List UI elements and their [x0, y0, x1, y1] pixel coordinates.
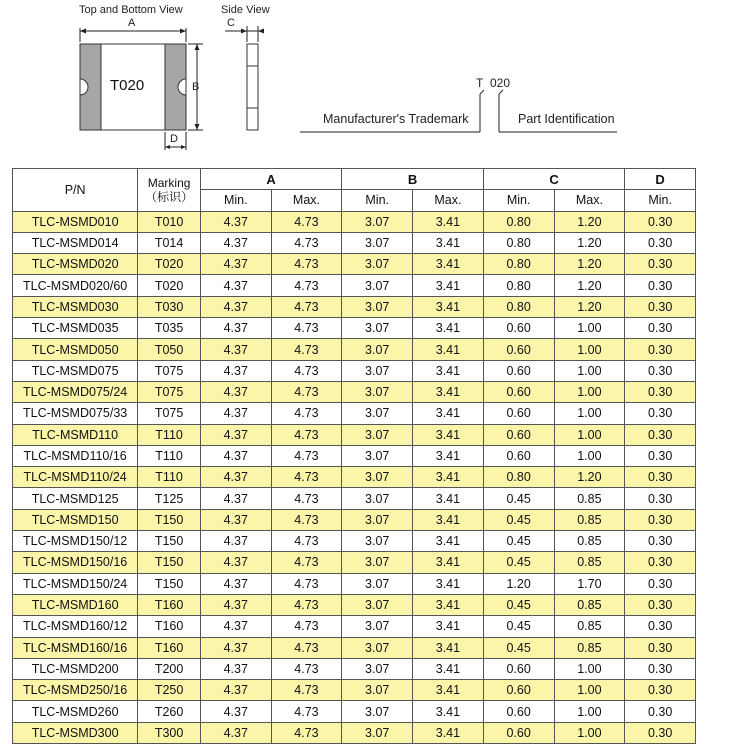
- header-marking-line1: Marking: [147, 175, 191, 190]
- table-row: [13, 232, 696, 253]
- cell-b-min: 3.07: [342, 594, 413, 615]
- header-group-a: A: [200, 169, 341, 190]
- cell-a-min: 4.37: [200, 339, 271, 360]
- cell-marking: T010: [138, 211, 201, 232]
- cell-c-max: 1.20: [554, 467, 625, 488]
- cell-b-min: 3.07: [342, 467, 413, 488]
- cell-b-max: 3.41: [413, 232, 484, 253]
- table-body: [13, 211, 696, 743]
- side-view-title: Side View: [221, 4, 270, 16]
- cell-marking: T075: [138, 403, 201, 424]
- cell-marking: T110: [138, 445, 201, 466]
- cell-marking: T075: [138, 381, 201, 402]
- cell-pn: TLC-MSMD075/33: [13, 403, 138, 424]
- cell-d-min: 0.30: [625, 381, 696, 402]
- cell-marking: T200: [138, 658, 201, 679]
- cell-c-min: 0.45: [483, 637, 554, 658]
- cell-c-max: 1.20: [554, 254, 625, 275]
- cell-a-max: 4.73: [271, 254, 342, 275]
- cell-marking: T150: [138, 552, 201, 573]
- cell-b-max: 3.41: [413, 680, 484, 701]
- table-header-row-groups: [13, 169, 696, 190]
- cell-marking: T260: [138, 701, 201, 722]
- cell-b-max: 3.41: [413, 658, 484, 679]
- cell-d-min: 0.30: [625, 722, 696, 743]
- cell-b-min: 3.07: [342, 296, 413, 317]
- cell-d-min: 0.30: [625, 275, 696, 296]
- cell-c-max: 1.00: [554, 318, 625, 339]
- cell-a-min: 4.37: [200, 275, 271, 296]
- cell-a-max: 4.73: [271, 531, 342, 552]
- cell-d-min: 0.30: [625, 658, 696, 679]
- cell-a-max: 4.73: [271, 445, 342, 466]
- cell-marking: T150: [138, 509, 201, 530]
- cell-c-min: 0.45: [483, 509, 554, 530]
- cell-c-max: 1.00: [554, 722, 625, 743]
- cell-b-max: 3.41: [413, 573, 484, 594]
- cell-b-max: 3.41: [413, 211, 484, 232]
- cell-b-min: 3.07: [342, 531, 413, 552]
- part-identification-label: Part Identification: [518, 112, 615, 126]
- cell-a-max: 4.73: [271, 467, 342, 488]
- top-bottom-view-title: Top and Bottom View: [79, 4, 183, 16]
- table-row: [13, 488, 696, 509]
- table-row: [13, 424, 696, 445]
- cell-pn: TLC-MSMD030: [13, 296, 138, 317]
- cell-b-min: 3.07: [342, 254, 413, 275]
- header-marking: [138, 169, 201, 212]
- cell-pn: TLC-MSMD160/12: [13, 616, 138, 637]
- cell-b-min: 3.07: [342, 637, 413, 658]
- cell-a-max: 4.73: [271, 616, 342, 637]
- table-row: [13, 531, 696, 552]
- table-row: [13, 254, 696, 275]
- cell-marking: T020: [138, 275, 201, 296]
- cell-a-min: 4.37: [200, 318, 271, 339]
- marking-example-prefix: T: [476, 76, 484, 90]
- cell-pn: TLC-MSMD010: [13, 211, 138, 232]
- cell-a-max: 4.73: [271, 573, 342, 594]
- cell-pn: TLC-MSMD150/12: [13, 531, 138, 552]
- cell-marking: T160: [138, 616, 201, 637]
- cell-c-max: 1.00: [554, 339, 625, 360]
- cell-a-min: 4.37: [200, 488, 271, 509]
- cell-d-min: 0.30: [625, 573, 696, 594]
- cell-pn: TLC-MSMD110/24: [13, 467, 138, 488]
- cell-marking: T035: [138, 318, 201, 339]
- table-row: [13, 403, 696, 424]
- cell-a-min: 4.37: [200, 552, 271, 573]
- cell-d-min: 0.30: [625, 254, 696, 275]
- cell-a-min: 4.37: [200, 254, 271, 275]
- cell-a-min: 4.37: [200, 403, 271, 424]
- cell-c-min: 0.80: [483, 467, 554, 488]
- cell-pn: TLC-MSMD110: [13, 424, 138, 445]
- cell-pn: TLC-MSMD050: [13, 339, 138, 360]
- cell-a-min: 4.37: [200, 424, 271, 445]
- cell-a-min: 4.37: [200, 573, 271, 594]
- table-row: [13, 509, 696, 530]
- cell-pn: TLC-MSMD160/16: [13, 637, 138, 658]
- cell-c-min: 0.80: [483, 296, 554, 317]
- header-pn: P/N: [13, 169, 138, 212]
- header-marking-line2: （标识）: [145, 189, 194, 204]
- cell-d-min: 0.30: [625, 509, 696, 530]
- cell-d-min: 0.30: [625, 552, 696, 573]
- table-row: [13, 318, 696, 339]
- cell-b-min: 3.07: [342, 701, 413, 722]
- cell-c-max: 1.00: [554, 658, 625, 679]
- chip-marking-text: T020: [110, 77, 145, 94]
- cell-b-min: 3.07: [342, 616, 413, 637]
- cell-b-max: 3.41: [413, 254, 484, 275]
- cell-b-min: 3.07: [342, 573, 413, 594]
- cell-d-min: 0.30: [625, 318, 696, 339]
- cell-a-max: 4.73: [271, 232, 342, 253]
- cell-c-min: 0.80: [483, 275, 554, 296]
- dimension-diagram: [0, 0, 750, 160]
- cell-c-max: 1.00: [554, 403, 625, 424]
- cell-a-max: 4.73: [271, 296, 342, 317]
- cell-marking: T075: [138, 360, 201, 381]
- cell-marking: T150: [138, 531, 201, 552]
- cell-b-max: 3.41: [413, 637, 484, 658]
- cell-c-max: 0.85: [554, 531, 625, 552]
- table-row: [13, 211, 696, 232]
- cell-d-min: 0.30: [625, 531, 696, 552]
- cell-d-min: 0.30: [625, 467, 696, 488]
- dimension-table: [12, 168, 696, 744]
- table-row: [13, 722, 696, 743]
- cell-a-min: 4.37: [200, 232, 271, 253]
- cell-c-min: 0.60: [483, 339, 554, 360]
- cell-b-min: 3.07: [342, 381, 413, 402]
- table-row: [13, 616, 696, 637]
- cell-pn: TLC-MSMD125: [13, 488, 138, 509]
- marking-example-code: 020: [490, 76, 511, 90]
- cell-d-min: 0.30: [625, 232, 696, 253]
- cell-a-max: 4.73: [271, 339, 342, 360]
- cell-b-min: 3.07: [342, 360, 413, 381]
- cell-d-min: 0.30: [625, 594, 696, 615]
- cell-c-max: 1.00: [554, 424, 625, 445]
- cell-a-min: 4.37: [200, 658, 271, 679]
- cell-pn: TLC-MSMD200: [13, 658, 138, 679]
- cell-c-max: 1.20: [554, 211, 625, 232]
- cell-b-max: 3.41: [413, 318, 484, 339]
- cell-b-max: 3.41: [413, 552, 484, 573]
- cell-c-max: 1.00: [554, 360, 625, 381]
- header-group-b: B: [342, 169, 483, 190]
- cell-b-min: 3.07: [342, 445, 413, 466]
- cell-b-max: 3.41: [413, 531, 484, 552]
- cell-a-max: 4.73: [271, 360, 342, 381]
- cell-pn: TLC-MSMD150: [13, 509, 138, 530]
- cell-a-min: 4.37: [200, 445, 271, 466]
- table-row: [13, 275, 696, 296]
- cell-d-min: 0.30: [625, 339, 696, 360]
- cell-b-min: 3.07: [342, 509, 413, 530]
- table-row: [13, 296, 696, 317]
- header-c-max: Max.: [554, 190, 625, 211]
- table-row: [13, 573, 696, 594]
- cell-pn: TLC-MSMD150/24: [13, 573, 138, 594]
- table-row: [13, 360, 696, 381]
- cell-pn: TLC-MSMD300: [13, 722, 138, 743]
- header-b-min: Min.: [342, 190, 413, 211]
- cell-c-max: 0.85: [554, 594, 625, 615]
- cell-b-max: 3.41: [413, 722, 484, 743]
- cell-c-max: 1.00: [554, 701, 625, 722]
- cell-d-min: 0.30: [625, 680, 696, 701]
- cell-c-min: 0.45: [483, 531, 554, 552]
- cell-c-max: 1.20: [554, 296, 625, 317]
- header-c-min: Min.: [483, 190, 554, 211]
- cell-a-min: 4.37: [200, 296, 271, 317]
- cell-b-max: 3.41: [413, 488, 484, 509]
- cell-marking: T030: [138, 296, 201, 317]
- cell-b-max: 3.41: [413, 594, 484, 615]
- cell-c-min: 0.45: [483, 552, 554, 573]
- cell-pn: TLC-MSMD014: [13, 232, 138, 253]
- table-row: [13, 680, 696, 701]
- cell-marking: T300: [138, 722, 201, 743]
- cell-b-min: 3.07: [342, 232, 413, 253]
- cell-b-max: 3.41: [413, 296, 484, 317]
- cell-a-max: 4.73: [271, 722, 342, 743]
- cell-b-max: 3.41: [413, 509, 484, 530]
- cell-c-max: 1.20: [554, 232, 625, 253]
- cell-b-max: 3.41: [413, 275, 484, 296]
- cell-b-min: 3.07: [342, 339, 413, 360]
- cell-d-min: 0.30: [625, 403, 696, 424]
- cell-b-max: 3.41: [413, 339, 484, 360]
- header-group-c: C: [483, 169, 624, 190]
- cell-pn: TLC-MSMD150/16: [13, 552, 138, 573]
- cell-c-min: 0.60: [483, 701, 554, 722]
- cell-c-min: 0.80: [483, 211, 554, 232]
- cell-b-min: 3.07: [342, 680, 413, 701]
- table-row: [13, 701, 696, 722]
- cell-a-min: 4.37: [200, 637, 271, 658]
- cell-marking: T160: [138, 594, 201, 615]
- cell-c-max: 1.00: [554, 381, 625, 402]
- cell-b-max: 3.41: [413, 616, 484, 637]
- cell-a-max: 4.73: [271, 637, 342, 658]
- cell-c-max: 0.85: [554, 552, 625, 573]
- cell-b-min: 3.07: [342, 722, 413, 743]
- cell-b-max: 3.41: [413, 701, 484, 722]
- cell-b-min: 3.07: [342, 403, 413, 424]
- cell-c-max: 0.85: [554, 488, 625, 509]
- table-row: [13, 594, 696, 615]
- cell-a-min: 4.37: [200, 467, 271, 488]
- cell-a-min: 4.37: [200, 616, 271, 637]
- table-row: [13, 467, 696, 488]
- chip-side-view: [247, 44, 258, 130]
- cell-a-min: 4.37: [200, 509, 271, 530]
- cell-marking: T150: [138, 573, 201, 594]
- cell-marking: T020: [138, 254, 201, 275]
- cell-c-max: 0.85: [554, 616, 625, 637]
- cell-d-min: 0.30: [625, 360, 696, 381]
- cell-d-min: 0.30: [625, 616, 696, 637]
- cell-marking: T050: [138, 339, 201, 360]
- cell-b-max: 3.41: [413, 424, 484, 445]
- cell-pn: TLC-MSMD075: [13, 360, 138, 381]
- cell-c-max: 0.85: [554, 637, 625, 658]
- dimension-b-label: B: [192, 81, 200, 93]
- cell-a-min: 4.37: [200, 211, 271, 232]
- cell-b-max: 3.41: [413, 403, 484, 424]
- cell-b-min: 3.07: [342, 275, 413, 296]
- cell-c-min: 0.60: [483, 722, 554, 743]
- manufacturer-trademark-label: Manufacturer's Trademark: [323, 112, 469, 126]
- dimension-a-label: A: [128, 17, 136, 29]
- cell-a-max: 4.73: [271, 701, 342, 722]
- cell-b-min: 3.07: [342, 552, 413, 573]
- cell-b-min: 3.07: [342, 488, 413, 509]
- cell-a-max: 4.73: [271, 275, 342, 296]
- cell-a-max: 4.73: [271, 658, 342, 679]
- cell-marking: T110: [138, 424, 201, 445]
- cell-pn: TLC-MSMD110/16: [13, 445, 138, 466]
- cell-a-max: 4.73: [271, 680, 342, 701]
- cell-a-max: 4.73: [271, 403, 342, 424]
- cell-c-min: 0.45: [483, 594, 554, 615]
- cell-pn: TLC-MSMD020: [13, 254, 138, 275]
- cell-pn: TLC-MSMD260: [13, 701, 138, 722]
- cell-pn: TLC-MSMD250/16: [13, 680, 138, 701]
- cell-c-max: 0.85: [554, 509, 625, 530]
- header-a-max: Max.: [271, 190, 342, 211]
- cell-d-min: 0.30: [625, 296, 696, 317]
- cell-c-min: 0.60: [483, 445, 554, 466]
- cell-b-min: 3.07: [342, 424, 413, 445]
- cell-c-min: 0.60: [483, 680, 554, 701]
- cell-c-min: 0.60: [483, 360, 554, 381]
- cell-a-min: 4.37: [200, 594, 271, 615]
- header-a-min: Min.: [200, 190, 271, 211]
- cell-d-min: 0.30: [625, 701, 696, 722]
- cell-c-min: 0.80: [483, 254, 554, 275]
- table-row: [13, 445, 696, 466]
- cell-a-max: 4.73: [271, 594, 342, 615]
- header-d-min: Min.: [625, 190, 696, 211]
- cell-c-min: 0.60: [483, 318, 554, 339]
- cell-a-min: 4.37: [200, 701, 271, 722]
- cell-pn: TLC-MSMD020/60: [13, 275, 138, 296]
- cell-a-max: 4.73: [271, 509, 342, 530]
- cell-c-min: 0.80: [483, 232, 554, 253]
- cell-a-min: 4.37: [200, 381, 271, 402]
- cell-a-min: 4.37: [200, 680, 271, 701]
- cell-a-max: 4.73: [271, 552, 342, 573]
- cell-b-max: 3.41: [413, 445, 484, 466]
- cell-c-min: 0.60: [483, 424, 554, 445]
- cell-d-min: 0.30: [625, 424, 696, 445]
- cell-c-max: 1.70: [554, 573, 625, 594]
- table-row: [13, 552, 696, 573]
- cell-pn: TLC-MSMD035: [13, 318, 138, 339]
- cell-c-min: 0.60: [483, 658, 554, 679]
- cell-c-min: 0.45: [483, 488, 554, 509]
- cell-a-max: 4.73: [271, 381, 342, 402]
- cell-b-max: 3.41: [413, 381, 484, 402]
- cell-marking: T250: [138, 680, 201, 701]
- cell-a-max: 4.73: [271, 488, 342, 509]
- cell-b-max: 3.41: [413, 360, 484, 381]
- cell-d-min: 0.30: [625, 211, 696, 232]
- cell-c-min: 0.60: [483, 403, 554, 424]
- cell-b-min: 3.07: [342, 211, 413, 232]
- cell-a-max: 4.73: [271, 318, 342, 339]
- cell-marking: T160: [138, 637, 201, 658]
- cell-c-min: 1.20: [483, 573, 554, 594]
- cell-b-min: 3.07: [342, 658, 413, 679]
- table-row: [13, 637, 696, 658]
- header-b-max: Max.: [413, 190, 484, 211]
- table-row: [13, 658, 696, 679]
- cell-a-min: 4.37: [200, 360, 271, 381]
- dimension-c-label: C: [227, 17, 235, 29]
- cell-pn: TLC-MSMD160: [13, 594, 138, 615]
- table-row: [13, 339, 696, 360]
- cell-d-min: 0.30: [625, 488, 696, 509]
- cell-c-min: 0.60: [483, 381, 554, 402]
- cell-c-max: 1.00: [554, 680, 625, 701]
- cell-a-min: 4.37: [200, 531, 271, 552]
- cell-a-max: 4.73: [271, 211, 342, 232]
- dimension-d-label: D: [170, 133, 178, 145]
- cell-marking: T110: [138, 467, 201, 488]
- cell-c-max: 1.00: [554, 445, 625, 466]
- cell-b-max: 3.41: [413, 467, 484, 488]
- cell-marking: T014: [138, 232, 201, 253]
- header-group-d: D: [625, 169, 696, 190]
- cell-c-min: 0.45: [483, 616, 554, 637]
- cell-a-max: 4.73: [271, 424, 342, 445]
- cell-pn: TLC-MSMD075/24: [13, 381, 138, 402]
- cell-c-max: 1.20: [554, 275, 625, 296]
- cell-a-min: 4.37: [200, 722, 271, 743]
- cell-d-min: 0.30: [625, 445, 696, 466]
- table-row: [13, 381, 696, 402]
- cell-b-min: 3.07: [342, 318, 413, 339]
- cell-d-min: 0.30: [625, 637, 696, 658]
- cell-marking: T125: [138, 488, 201, 509]
